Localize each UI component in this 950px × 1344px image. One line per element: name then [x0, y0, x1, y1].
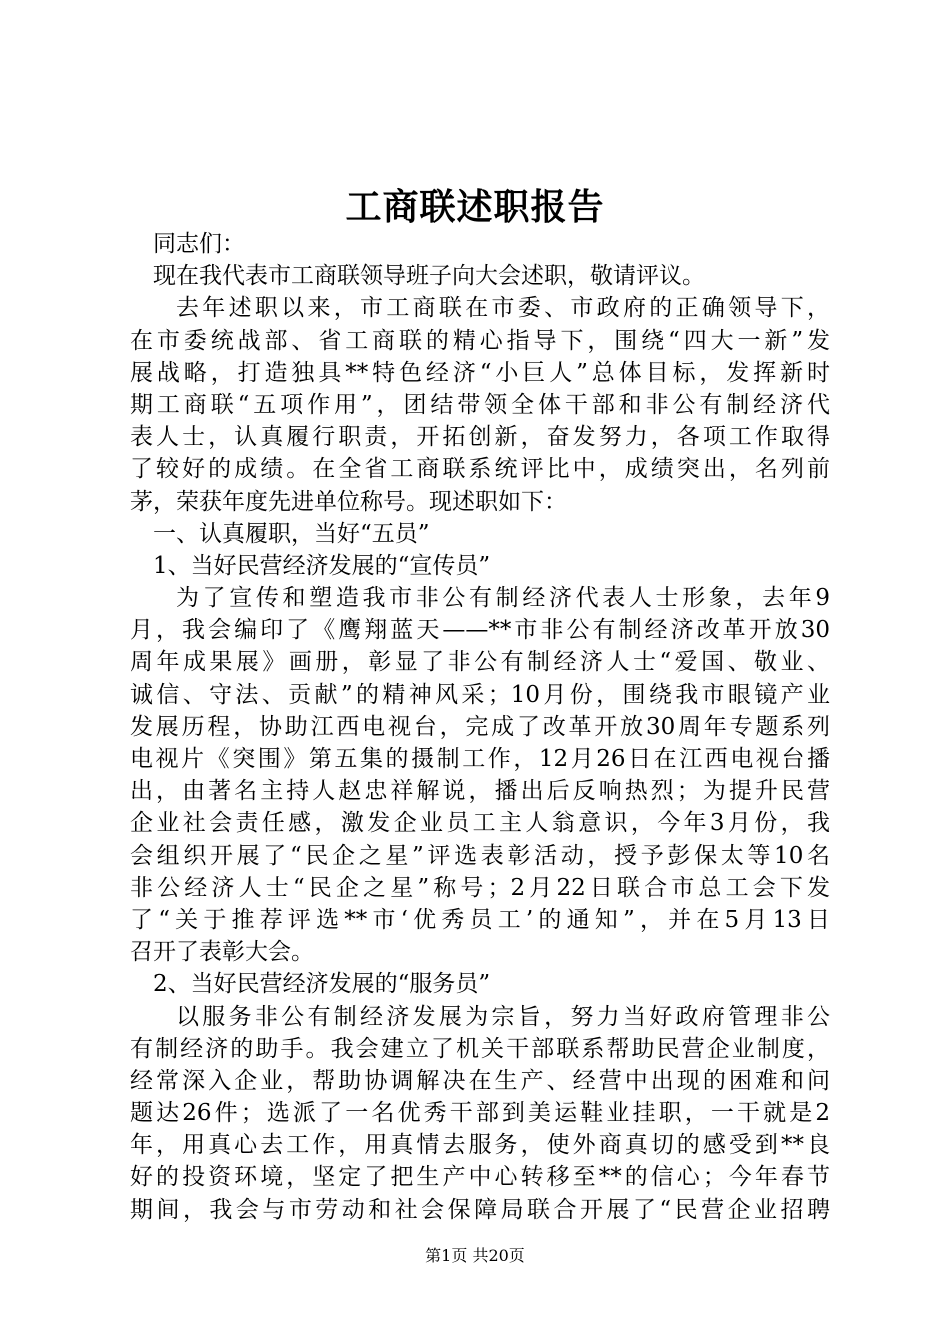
document-body: [130, 228, 830, 1226]
text-line: 以服务非公有制经济发展为宗旨，努力当好政府管理非公: [176, 1003, 830, 1030]
text-line: 1、当好民营经济发展的“宣传员”: [153, 552, 491, 579]
text-line: 电视片《突围》第五集的摄制工作，12月26日在江西电视台播: [130, 746, 830, 772]
text-line: 年，用真心去工作，用真情去服务，使外商真切的感受到**良: [130, 1132, 830, 1159]
text-line: 表人士，认真履行职责，开拓创新，奋发努力，各项工作取得: [130, 424, 830, 451]
text-line: 召开了表彰大会。: [130, 939, 314, 966]
text-line: 好的投资环境，坚定了把生产中心转移至**的信心；今年春节: [130, 1164, 830, 1191]
text-line: 非公经济人士“民企之星”称号；2月22日联合市总工会下发: [130, 874, 830, 901]
text-line: 月，我会编印了《鹰翔蓝天——**市非公有制经济改革开放30: [130, 617, 830, 644]
text-line: 2、当好民营经济发展的“服务员”: [153, 971, 491, 998]
text-line: 诚信、守法、贡献”的精神风采；10月份，围绕我市眼镜产业: [130, 681, 830, 708]
text-line: 出，由著名主持人赵忠祥解说，播出后反响热烈；为提升民营: [130, 778, 830, 805]
text-line: 企业社会责任感，激发企业员工主人翁意识，今年3月份，我: [130, 810, 830, 837]
text-line: 去年述职以来，市工商联在市委、市政府的正确领导下，: [176, 295, 830, 322]
text-line: 有制经济的助手。我会建立了机关干部联系帮助民营企业制度，: [130, 1035, 830, 1062]
text-line: 期工商联“五项作用”，团结带领全体干部和非公有制经济代: [130, 391, 830, 418]
text-line: 会组织开展了“民企之星”评选表彰活动，授予彭保太等10名: [130, 842, 830, 869]
text-line: 了“关于推荐评选**市‘优秀员工’的通知”，并在5月13日: [130, 906, 830, 933]
page-footer: 第1页 共20页: [425, 1246, 525, 1265]
text-line: 了较好的成绩。在全省工商联系统评比中，成绩突出，名列前: [130, 456, 830, 483]
text-line: 茅，荣获年度先进单位称号。现述职如下：: [130, 488, 567, 515]
text-line: 为了宣传和塑造我市非公有制经济代表人士形象，去年9: [176, 585, 830, 612]
text-line: 展战略，打造独具**特色经济“小巨人”总体目标，发挥新时: [130, 359, 830, 386]
text-line: 题达26件；选派了一名优秀干部到美运鞋业挂职，一干就是2: [130, 1100, 830, 1127]
text-line: 现在我代表市工商联领导班子向大会述职，敬请评议。: [153, 263, 705, 290]
text-line: 同志们：: [153, 231, 245, 257]
text-line: 周年成果展》画册，彰显了非公有制经济人士“爱国、敬业、: [130, 649, 830, 676]
text-line: 经常深入企业，帮助协调解决在生产、经营中出现的困难和问: [130, 1067, 830, 1094]
text-line: 期间，我会与市劳动和社会保障局联合开展了“民营企业招聘: [130, 1196, 830, 1223]
document-title: 工商联述职报告: [345, 186, 605, 228]
text-line: 在市委统战部、省工商联的精心指导下，围绕“四大一新”发: [130, 327, 830, 354]
text-line: 发展历程，协助江西电视台，完成了改革开放30周年专题系列: [130, 713, 830, 740]
text-line: 一、认真履职，当好“五员”: [153, 520, 430, 547]
